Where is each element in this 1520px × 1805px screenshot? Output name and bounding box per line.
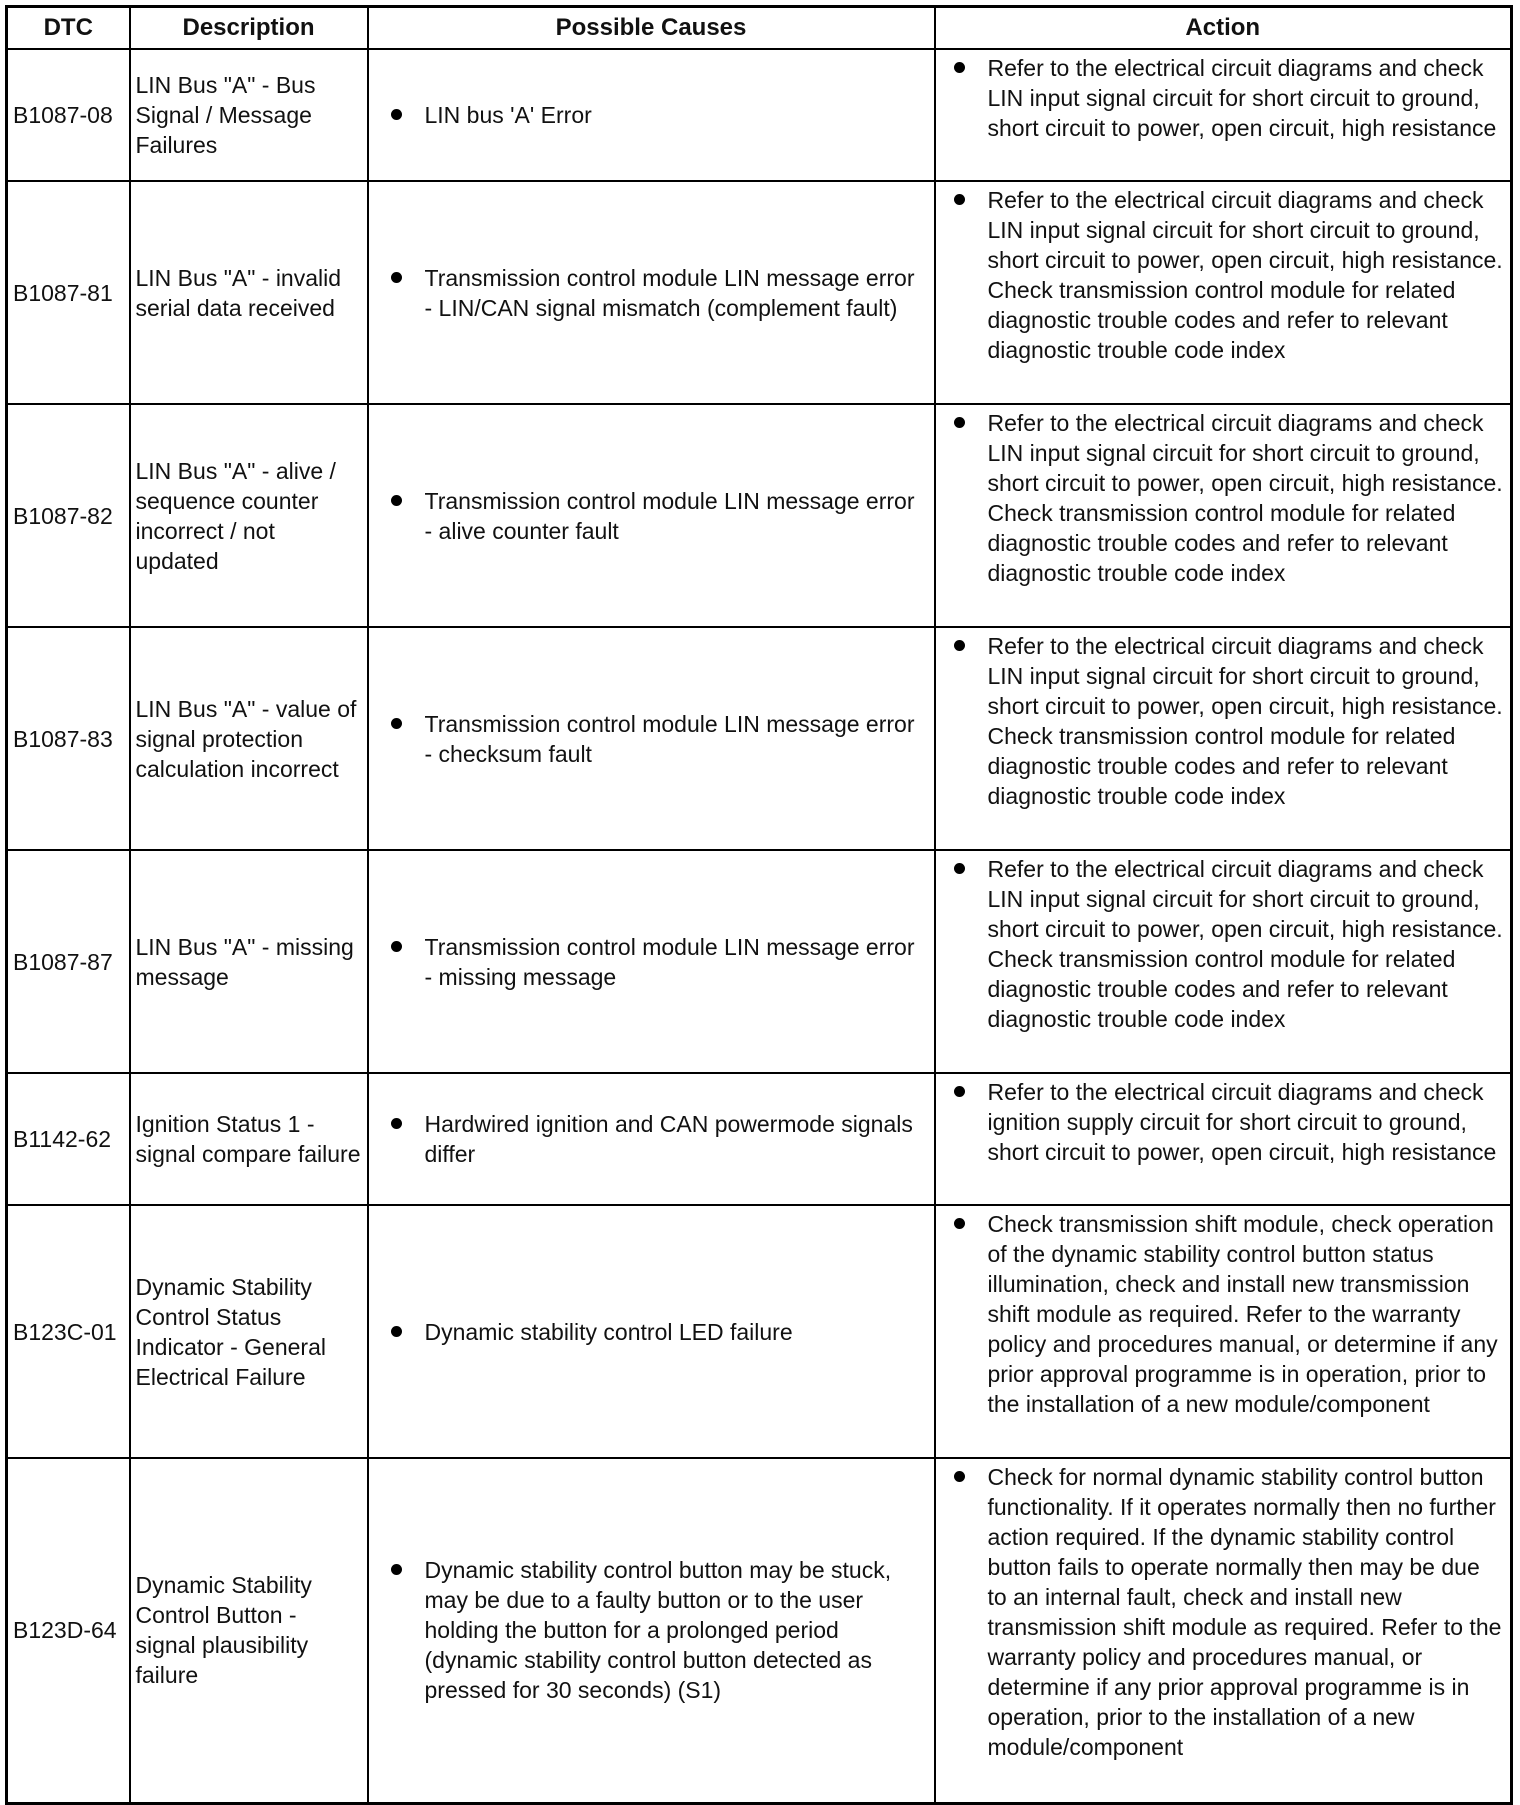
bullet-icon — [954, 1471, 965, 1482]
possible-cause-cell — [368, 1073, 935, 1205]
bullet-icon — [954, 417, 965, 428]
table-row — [7, 181, 1512, 404]
bullet-icon — [391, 1564, 402, 1575]
action-text: Refer to the electrical circuit diagrams and check ignition supply circuit for short circuit to ground, short circuit to power, open circuit, high resistance — [987, 1079, 1497, 1165]
possible-cause: Hardwired ignition and CAN powermode signals differ — [424, 1111, 913, 1167]
possible-cause: Transmission control module LIN message error - LIN/CAN signal mismatch (complement fault) — [424, 264, 915, 321]
table-row — [7, 1458, 1512, 1803]
possible-cause: Transmission control module LIN message error - alive counter fault — [424, 487, 915, 544]
bullet-icon — [391, 1118, 402, 1129]
action-cell — [935, 49, 1512, 181]
dtc-code: B123D-64 — [7, 1458, 130, 1803]
bullet-icon — [954, 1218, 965, 1229]
dtc-description: Ignition Status 1 - signal compare failure — [130, 1073, 368, 1205]
possible-cause: Dynamic stability control LED failure — [424, 1318, 793, 1345]
bullet-icon — [391, 109, 402, 120]
table-row — [7, 49, 1512, 181]
action-text: Refer to the electrical circuit diagrams and check LIN input signal circuit for short circuit to ground, short circuit to power, open circuit, high resistance — [987, 55, 1497, 141]
table-row — [7, 850, 1512, 1073]
table-header-row — [7, 7, 1512, 50]
action-text: Check for normal dynamic stability control button functionality. If it operates normally then no further action required. If the dynamic stability control button fails to operate normally then may be due to an internal fault, check and install new transmission shift module as required. Refer to the warranty policy and procedures manual, or determine if any prior approval programme is in operation, prior to the installation of a new module/component — [987, 1464, 1502, 1760]
possible-cause-cell — [368, 404, 935, 627]
dtc-description: LIN Bus "A" - alive / sequence counter incorrect / not updated — [130, 404, 368, 627]
dtc-table — [5, 5, 1513, 1805]
possible-cause-cell — [368, 850, 935, 1073]
header-action: Action — [935, 7, 1512, 50]
dtc-description: Dynamic Stability Control Button - signal plausibility failure — [130, 1458, 368, 1803]
bullet-icon — [954, 62, 965, 73]
bullet-icon — [391, 941, 402, 952]
table-row — [7, 1205, 1512, 1458]
bullet-icon — [954, 1086, 965, 1097]
possible-cause-cell — [368, 49, 935, 181]
action-text: Refer to the electrical circuit diagrams and check LIN input signal circuit for short circuit to ground, short circuit to power, open circuit, high resistance. Check transmission control module for related diagnostic trouble codes and refer to relevant diagnostic trouble code index — [987, 187, 1503, 363]
bullet-icon — [954, 863, 965, 874]
dtc-code: B1087-87 — [7, 850, 130, 1073]
bullet-icon — [391, 718, 402, 729]
action-text: Refer to the electrical circuit diagrams and check LIN input signal circuit for short circuit to ground, short circuit to power, open circuit, high resistance. Check transmission control module for related diagnostic trouble codes and refer to relevant diagnostic trouble code index — [987, 856, 1503, 1032]
bullet-icon — [391, 272, 402, 283]
dtc-description: LIN Bus "A" - missing message — [130, 850, 368, 1073]
table-row — [7, 627, 1512, 850]
dtc-description: LIN Bus "A" - Bus Signal / Message Failures — [130, 49, 368, 181]
possible-cause-cell — [368, 627, 935, 850]
header-dtc: DTC — [7, 7, 130, 50]
action-cell — [935, 1073, 1512, 1205]
bullet-icon — [954, 640, 965, 651]
action-cell — [935, 1458, 1512, 1803]
bullet-icon — [954, 194, 965, 205]
possible-cause: LIN bus 'A' Error — [424, 102, 592, 128]
action-cell — [935, 1205, 1512, 1458]
dtc-code: B1087-82 — [7, 404, 130, 627]
dtc-code: B1142-62 — [7, 1073, 130, 1205]
action-cell — [935, 404, 1512, 627]
possible-cause: Dynamic stability control button may be stuck, may be due to a faulty button or to the user holding the button for a prolonged period (dynamic stability control button detected as pressed for 30 seconds) (S1) — [424, 1557, 892, 1704]
action-text: Refer to the electrical circuit diagrams and check LIN input signal circuit for short circuit to ground, short circuit to power, open circuit, high resistance. Check transmission control module for related diagnostic trouble codes and refer to relevant diagnostic trouble code index — [987, 633, 1503, 809]
table-row — [7, 1073, 1512, 1205]
possible-cause: Transmission control module LIN message error - missing message — [424, 933, 915, 990]
dtc-code: B1087-08 — [7, 49, 130, 181]
action-text: Refer to the electrical circuit diagrams and check LIN input signal circuit for short circuit to ground, short circuit to power, open circuit, high resistance. Check transmission control module for related diagnostic trouble codes and refer to relevant diagnostic trouble code index — [987, 410, 1503, 586]
bullet-icon — [391, 495, 402, 506]
dtc-code: B1087-83 — [7, 627, 130, 850]
action-cell — [935, 181, 1512, 404]
dtc-description: LIN Bus "A" - invalid serial data received — [130, 181, 368, 404]
action-text: Check transmission shift module, check operation of the dynamic stability control button status illumination, check and install new transmission shift module as required. Refer to the warranty policy and procedures manual, or determine if any prior approval programme is in operation, prior to the installation of a new module/component — [987, 1211, 1498, 1417]
possible-cause-cell — [368, 1205, 935, 1458]
header-possible-causes: Possible Causes — [368, 7, 935, 50]
dtc-code: B1087-81 — [7, 181, 130, 404]
bullet-icon — [391, 1326, 402, 1337]
dtc-description: LIN Bus "A" - value of signal protection calculation incorrect — [130, 627, 368, 850]
header-description: Description — [130, 7, 368, 50]
possible-cause-cell — [368, 1458, 935, 1803]
table-row — [7, 404, 1512, 627]
dtc-code: B123C-01 — [7, 1205, 130, 1458]
dtc-table-container — [5, 5, 1513, 1805]
action-cell — [935, 850, 1512, 1073]
action-cell — [935, 627, 1512, 850]
dtc-description: Dynamic Stability Control Status Indicator - General Electrical Failure — [130, 1205, 368, 1458]
possible-cause-cell — [368, 181, 935, 404]
possible-cause: Transmission control module LIN message error - checksum fault — [424, 710, 915, 767]
